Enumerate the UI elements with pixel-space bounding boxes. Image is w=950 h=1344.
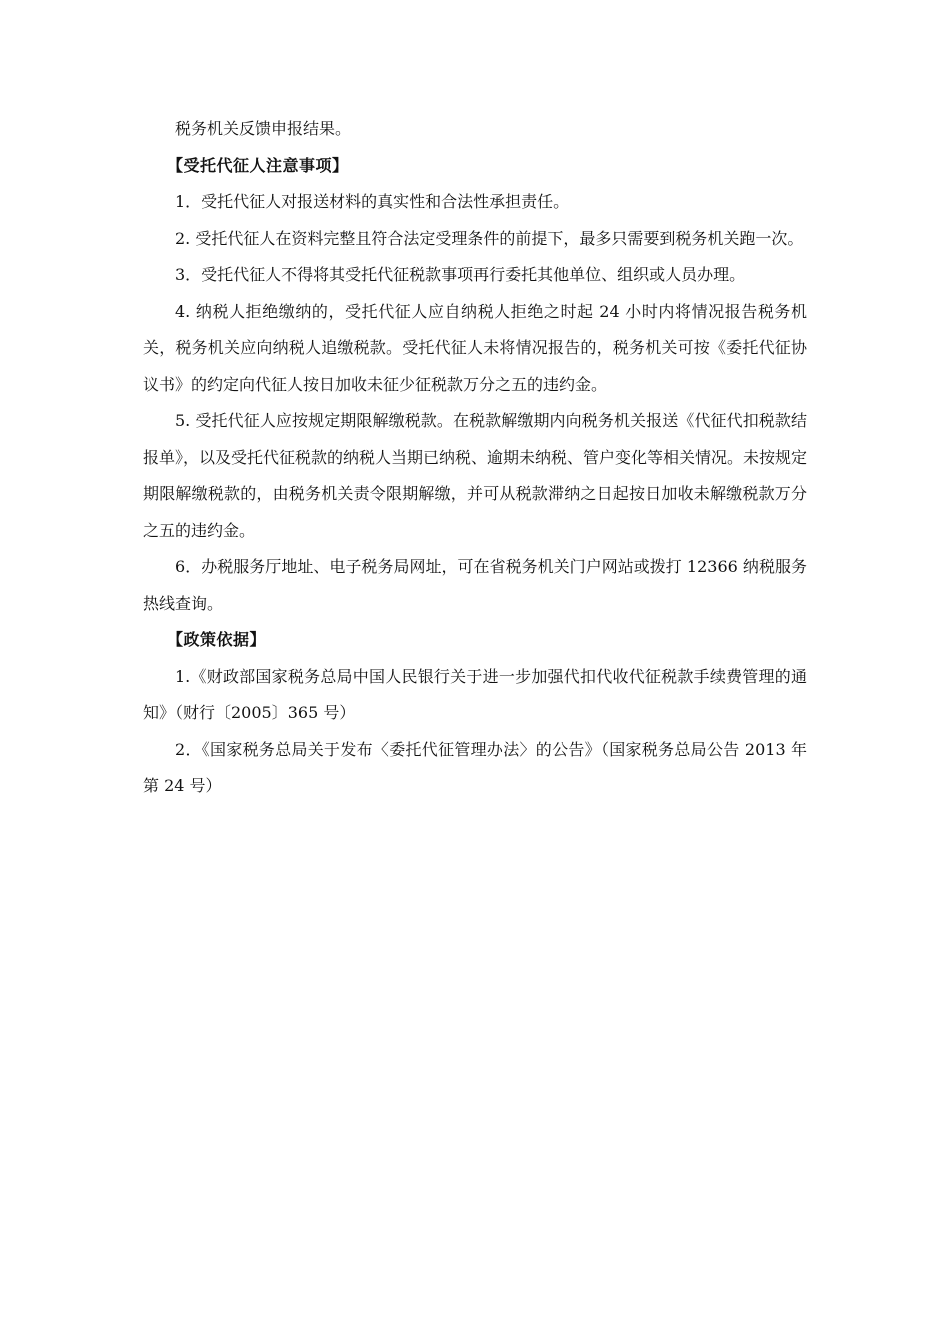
note-item-1: 1．受托代征人对报送材料的真实性和合法性承担责任。	[175, 192, 570, 211]
notes-heading: 【受托代征人注意事项】	[167, 155, 349, 175]
policy-heading: 【政策依据】	[167, 630, 267, 649]
note-item-6: 6．办税服务厅地址、电子税务局网址，可在省税务机关门户网站或拨打 12366 纳税服务热线查询。	[143, 557, 807, 613]
policy-item-2: 2．《国家税务总局关于发布〈委托代征管理办法〉的公告》（国家税务总局公告 2013 年第 24 号）	[143, 739, 807, 795]
intro-paragraph: 税务机关反馈申报结果。	[175, 119, 352, 138]
note-item-3: 3．受托代征人不得将其受托代征税款事项再行委托其他单位、组织或人员办理。	[175, 265, 746, 284]
note-item-4: 4. 纳税人拒绝缴纳的，受托代征人应自纳税人拒绝之时起 24 小时内将情况报告税务机关，税务机关应向纳税人追缴税款。受托代征人未将情况报告的，税务机关可按《委托代征协议书》的约定向代征人按日加收未征少征税款万分之五的违约金。	[143, 301, 807, 394]
document-body	[143, 111, 807, 805]
policy-item-1: 1.《财政部国家税务总局中国人民银行关于进一步加强代扣代收代征税款手续费管理的通知》（财行〔2005〕365 号）	[143, 666, 807, 722]
note-item-2: 2. 受托代征人在资料完整且符合法定受理条件的前提下，最多只需要到税务机关跑一次。	[175, 228, 804, 248]
note-item-5: 5. 受托代征人应按规定期限解缴税款。在税款解缴期内向税务机关报送《代征代扣税款结报单》，以及受托代征税款的纳税人当期已纳税、逾期未纳税、管户变化等相关情况。未按规定期限解缴税款的，由税务机关责令限期解缴，并可从税款滞纳之日起按日加收未解缴税款万分之五的违约金。	[143, 411, 808, 540]
